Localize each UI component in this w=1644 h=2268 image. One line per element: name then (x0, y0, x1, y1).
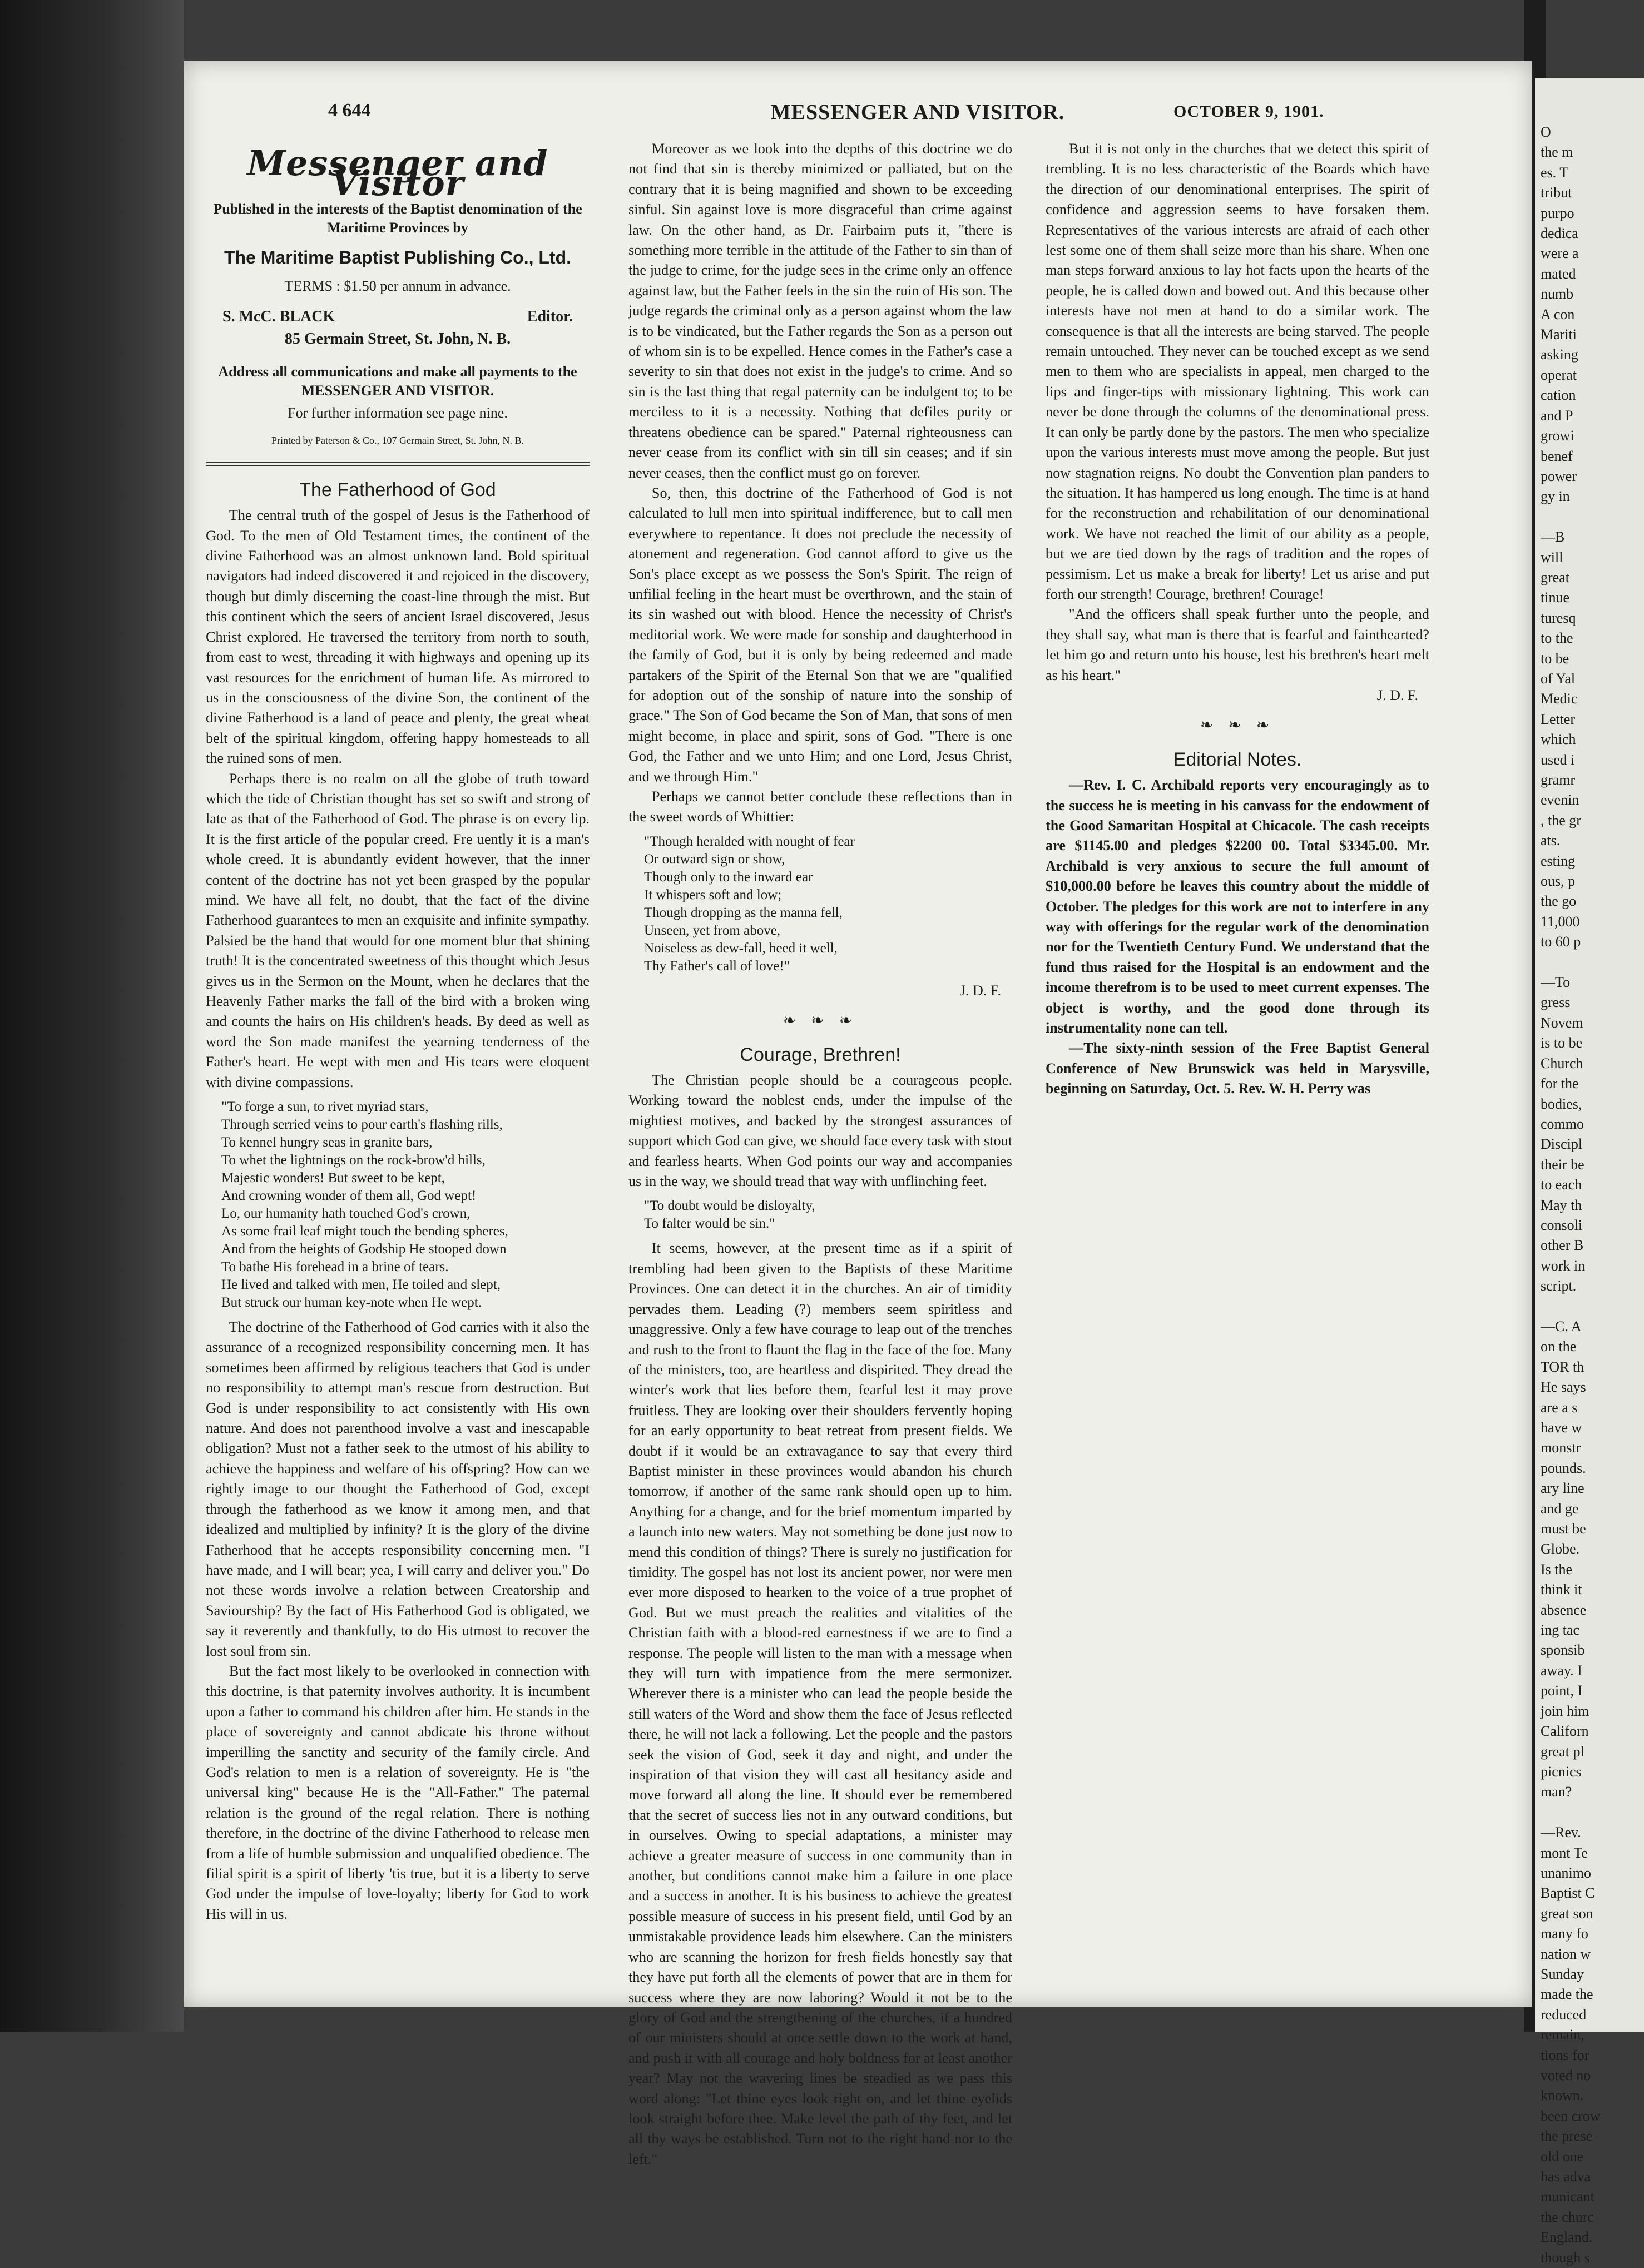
article-body-continued (1046, 139, 1429, 686)
column-1 (206, 143, 590, 1922)
fragment-line: old one (1541, 2148, 1584, 2165)
article-body-continued (628, 139, 1012, 827)
fragment-line: consoli (1541, 1217, 1583, 1233)
office-address: 85 Germain Street, St. John, N. B. (284, 330, 511, 348)
fragment-line: TOR th (1541, 1358, 1584, 1375)
fragment-line: —Rev. (1541, 1824, 1581, 1841)
fragment-line: —To (1541, 974, 1571, 991)
verse-line: Though dropping as the manna fell, (644, 905, 843, 920)
fragment-line: sponsib (1541, 1642, 1585, 1659)
masthead-subtitle: Published in the interests of the Baptist denomination of the Maritime Provinces by (213, 200, 582, 236)
fragment-line: purpo (1541, 205, 1574, 221)
fragment-line: operat (1541, 366, 1577, 383)
adjacent-page-text (1541, 122, 1641, 2268)
fragment-line: esting (1541, 852, 1576, 869)
verse-line: As some frail leaf might touch the bending spheres, (221, 1224, 508, 1239)
verse-line: And from the heights of Godship He stooped down (221, 1242, 507, 1257)
fragment-line (1541, 1803, 1641, 1823)
verse-line: But struck our human key-note when He wept. (221, 1295, 482, 1311)
fragment-line: gy in (1541, 488, 1570, 505)
paragraph: But it is not only in the churches that we detect this spirit of trembling. It is no less characteristic of the Boards which have the direction of our denominational enterprises. The spirit of confidence and aggression seems to have forsaken them. Representatives of the various interests are afraid of each other lest some one of them shall seize more than his share. When one man steps forward anxious to lay hot facts upon the hearts of the people, he is called down and bowed out. And this because other interests have not men at hand to do a similar work. The consequence is that all the interests are being starved. The people remain untouched. They never can be touched except as we send men to them who are specialists in appeal, men charged to the lips and finger-tips with missionary lightning. This work can never be done through the columns of the denominational press. It can only be partly done by the pastors. The men who specialize upon the various interests must move among the people. But just now stagnation reigns. No doubt the Convention plan panders to the situation. It has hampered us long enough. The time is at hand for the reconstruction and rehabilitation of our denominational work. We have not reached the limit of our ability as a people, but we are tied down by the rags of tradition and the ropes of pessimism. Let us make a break for liberty! Let us arise and put forth our strength! Courage, brethren! Courage! (1046, 141, 1429, 602)
fragment-line: has adva (1541, 2168, 1591, 2185)
article-title: The Fatherhood of God (299, 479, 496, 500)
fragment-line: and P (1541, 407, 1573, 424)
article-title: Courage, Brethren! (740, 1044, 901, 1065)
fragment-line: May th (1541, 1197, 1582, 1213)
fragment-line: is to be (1541, 1035, 1583, 1051)
verse-line: To bathe His forehead in a brine of tears. (221, 1259, 449, 1275)
ornament-divider: ❧ ❧ ❧ (1200, 717, 1275, 735)
fragment-line: to the (1541, 630, 1573, 647)
subscription-terms: TERMS : $1.50 per annum in advance. (284, 278, 511, 295)
fragment-line: great (1541, 569, 1569, 585)
fragment-line: away. I (1541, 1662, 1582, 1679)
paragraph: The Christian people should be a courageous people. Working toward the noblest ends, under the impulse of the mightiest motives, and backed by the strongest assurances of support which God can give, we should face every task with stout and fearless hearts. When God points our way and accompanies us in the way, we should tread that way with unflinching feet. (628, 1072, 1012, 1190)
issue-date: OCTOBER 9, 1901. (1173, 102, 1324, 121)
fragment-line: gramr (1541, 772, 1576, 788)
verse-line: And crowning wonder of them all, God wept! (221, 1188, 477, 1204)
binding-shadow (0, 0, 184, 2032)
fragment-line: A con (1541, 306, 1575, 322)
poem (206, 1098, 590, 1312)
fragment-line: the go (1541, 893, 1577, 910)
fragment-line: the prese (1541, 2128, 1593, 2145)
fragment-line: been crow (1541, 2107, 1601, 2124)
fragment-line: ary line (1541, 1480, 1584, 1497)
fragment-line: 11,000 (1541, 913, 1580, 930)
fragment-line: Novem (1541, 1014, 1583, 1031)
fragment-line: Church (1541, 1055, 1583, 1071)
fragment-line: great son (1541, 1905, 1593, 1922)
verse-line: To falter would be sin." (644, 1216, 775, 1232)
fragment-line: England. (1541, 2229, 1593, 2246)
column-2 (628, 139, 1012, 2167)
poem-whittier (628, 833, 1012, 975)
printer-note: Printed by Paterson & Co., 107 Germain Street, St. John, N. B. (271, 435, 524, 446)
fragment-line: gress (1541, 994, 1571, 1011)
fragment-line: Californ (1541, 1723, 1589, 1740)
fragment-line: great pl (1541, 1743, 1584, 1760)
fragment-line (1541, 507, 1641, 527)
verse-line: He lived and talked with men, He toiled and slept, (221, 1277, 501, 1293)
paragraph: Perhaps we cannot better conclude these reflections than in the sweet words of Whittier: (628, 788, 1012, 825)
verse-line: To whet the lightnings on the rock-brow'd hills, (221, 1153, 486, 1168)
fragment-line: O (1541, 124, 1551, 140)
fragment-line: nation w (1541, 1946, 1591, 1962)
fragment-line: absence (1541, 1601, 1587, 1618)
fragment-line: growi (1541, 428, 1574, 444)
masthead-title: Messenger and Visitor (247, 143, 548, 204)
fragment-line: evenin (1541, 792, 1579, 808)
verse-line: Lo, our humanity hath touched God's crown, (221, 1206, 471, 1222)
fragment-line: to each (1541, 1177, 1582, 1193)
running-title: MESSENGER AND VISITOR. (770, 101, 1065, 124)
verse-line: Thy Father's call of love!" (644, 958, 790, 974)
fragment-line: point, I (1541, 1683, 1583, 1699)
article-body-continued (206, 1317, 590, 1924)
fragment-line: Globe. (1541, 1541, 1580, 1557)
verse-line: "To forge a sun, to rivet myriad stars, (221, 1099, 429, 1115)
fragment-line: es. T (1541, 164, 1569, 181)
verse-line: "Though heralded with nought of fear (644, 833, 855, 849)
fragment-line: are a s (1541, 1399, 1578, 1416)
article-title: Editorial Notes. (1173, 748, 1302, 770)
couplet (628, 1197, 1012, 1233)
verse-line: Or outward sign or show, (644, 851, 785, 867)
paragraph: But the fact most likely to be overlooked in connection with this doctrine, is that paternity involves authority. It is incumbent upon a father to command his children after him. He stands in the place of sovereignty and cannot abdicate his throne without imperilling the sanctity and security of the family circle. And God's relation to men is a relation of sovereignty. He is "the universal king" because He is the "All-Father." The paternal relation is the ground of the regal relation. There is nothing therefore, in the doctrine of the divine Fatherhood to release men from a life of humble submission and unqualified obedience. The filial spirit is a spirit of liberty 'tis true, but it is a liberty to serve God under the impulse of love-loyalty; liberty for God to work His will in us. (206, 1662, 590, 1922)
fragment-line: used i (1541, 751, 1575, 768)
fragment-line: turesq (1541, 609, 1576, 626)
fragment-line: commo (1541, 1115, 1584, 1132)
fragment-line: will (1541, 549, 1563, 565)
fragment-line: mont Te (1541, 1844, 1588, 1861)
fragment-line: , the gr (1541, 812, 1581, 828)
fragment-line: script. (1541, 1278, 1577, 1294)
article-body-continued (628, 1238, 1012, 2170)
fragment-line: the m (1541, 144, 1573, 161)
address-instructions: Address all communications and make all payments to the MESSENGER AND VISITOR. (218, 364, 577, 399)
fragment-line (1541, 952, 1641, 972)
fragment-line: tions for (1541, 2047, 1589, 2063)
fragment-line: numb (1541, 286, 1574, 302)
fragment-line: tribut (1541, 185, 1572, 201)
adjacent-page-fragment (1535, 78, 1644, 2266)
fragment-line: which (1541, 731, 1576, 748)
fragment-line: Mariti (1541, 326, 1577, 343)
further-info: For further information see page nine. (288, 405, 508, 421)
fragment-line: to be (1541, 650, 1569, 667)
verse-line: Unseen, yet from above, (644, 922, 781, 938)
fragment-line: Discipl (1541, 1136, 1583, 1153)
fragment-line: unanimo (1541, 1864, 1591, 1881)
column-3 (1046, 139, 1429, 1924)
paragraph: The doctrine of the Fatherhood of God carries with it also the assurance of a recognized responsibility concerning men. It has sometimes been affirmed by religious teachers that God is under no responsibility to attempt man's rescue from destruction. But God is under responsibility to act consistently with His own nature. And does not parenthood involve a vast and inescapable obligation? Must not a father seek to the utmost of his ability to achieve the happiness and welfare of his offspring? How can we rightly image to our thought the Fatherhood of God, except through the fatherhood as we know it among men, and that idealized and multiplied by infinity? It is the glory of the divine Fatherhood that he accepts responsibility concerning men. "I have made, and I will bear; yea, I will carry and deliver you." Do not these words involve a relation between Creatorship and Saviourship? By the fact of His Fatherhood God is obligated, we say it reverently and thankfully, to do His utmost to recover the lost soul from sin. (206, 1319, 590, 1659)
verse-line: Majestic wonders! But sweet to be kept, (221, 1170, 445, 1186)
fragment-line: join him (1541, 1703, 1589, 1719)
fragment-line: monstr (1541, 1440, 1581, 1456)
fragment-line: and ge (1541, 1500, 1579, 1517)
fragment-line: remain, (1541, 2027, 1584, 2043)
verse-line: Through serried veins to pour earth's flashing rills, (221, 1117, 503, 1133)
paragraph: "And the officers shall speak further unto the people, and they shall say, what man is there that is fearful and fainthearted? let him go and return unto his house, lest his brethren's heart melt as his heart." (1046, 606, 1429, 683)
signature: J. D. F. (1376, 687, 1418, 703)
paragraph: Moreover as we look into the depths of this doctrine we do not find that sin is thereby minimized or palliated, but on the contrary that it is being magnified and shown to be exceeding sinful. Sin against love is more disgraceful than crime against law. On the other hand, as Dr. Fairbairn puts it, "there is something more terrible in the attitude of the Father to sin than of the judge to crime, for the judge sees in the crime only an offence against law, but the Father feels in the sin the ruin of His son. The judge regards the criminal only as a person against whom the law is to be vindicated, but the Father regards the Son as a person out of whom sin is to be expelled. Hence comes in the Father's case a severity to sin that does not exist in the judge's to crime. And so sin is the last thing that regal paternity can be indulgent to; to be merciless to it is a necessity. Nothing that defiles purity or threatens obedience can be spared." Paternal righteousness can never cease from its conflict with sin till sin ceases; and if sin never ceases, then the conflict must go on forever. (628, 141, 1012, 481)
fragment-line: dedica (1541, 225, 1578, 242)
fragment-line: have w (1541, 1420, 1582, 1436)
editor-line (206, 307, 590, 327)
verse-line: Noiseless as dew-fall, heed it well, (644, 940, 838, 956)
fragment-line: for the (1541, 1075, 1579, 1092)
fragment-line: their be (1541, 1156, 1584, 1173)
fragment-line: on the (1541, 1338, 1577, 1355)
page-number: 4 644 (328, 100, 371, 121)
fragment-line: bodies, (1541, 1095, 1582, 1112)
fragment-line: though s (1541, 2249, 1590, 2266)
editor-name: S. McC. BLACK (222, 307, 335, 325)
fragment-line: were a (1541, 245, 1579, 262)
fragment-line: Letter (1541, 711, 1576, 727)
fragment-line: benef (1541, 448, 1573, 464)
fragment-line: —B (1541, 529, 1565, 545)
fragment-line: work in (1541, 1257, 1586, 1274)
verse-line: Though only to the inward ear (644, 869, 813, 885)
fragment-line: —C. A (1541, 1318, 1582, 1334)
fragment-line: the churc (1541, 2209, 1595, 2225)
fragment-line: ats. (1541, 832, 1561, 849)
verse-line: It whispers soft and low; (644, 887, 782, 902)
fragment-line: ing tac (1541, 1622, 1580, 1639)
masthead-rule (206, 462, 590, 466)
paragraph: The central truth of the gospel of Jesus is the Fatherhood of God. To the men of Old Testament times, the continent of the divine Fatherhood was an almost unknown land. Bold spiritual navigators had indeed discovered it and rejoiced in the discovery, though but dimly discerning the coast-line through the mist. But this continent which the seers of ancient Israel discovered, Jesus Christ explored. He traversed the territory from north to south, from east to west, threading it with highways and opening up its vast resources for the enrichment of human life. As mirrored to us in the consciousness of the divine Son, the continent of the divine Fatherhood is a land of peace and plenty, the great wheat belt of the spiritual kingdom, offering happy homesteads to all the ruined sons of men. (206, 507, 590, 767)
fragment-line: municant (1541, 2188, 1595, 2205)
paragraph: It seems, however, at the present time as if a spirit of trembling had been given to the Baptists of these Maritime Provinces. One can detect it in the churches. An air of timidity pervades them. Leading (?) members seem spiritless and unaggressive. Only a few have courage to leap out of the trenches and rush to the front to flaunt the flag in the face of the foe. Many of the ministers, too, are heartless and dispirited. They dread the winter's work that lies before them, fearful lest it may prove fruitless. They are looking over their shoulders fervently hoping for an early opportunity to beat retreat from present fields. We doubt if it would be an extravagance to say that every third Baptist minister in these provinces would abandon his church tomorrow, if another of the same rank should open up to him. Anything for a change, and for the brief momentum imparted by a launch into new waters. May not something be done just now to mend this condition of things? There is surely no justification for timidity. The gospel has not lost its ancient power, nor were men ever more disposed to hearken to the voice of a true prophet of God. But we must preach the realities and vitalities of the Christian faith with a blood-red earnestness if we are to find a response. The people will listen to the man with a message when they will turn with impatience from the mere sermonizer. Wherever there is a minister who can lead the people beside the still waters of the Word and show them the face of Jesus reflected there, he will not lack a following. Let the people and the pastors seek the vision of God, seek it day and night, and under the inspiration of that vision they will cast all hesitancy aside and move forward all along the line. It should ever be remembered that the secret of success lies not in any outward conditions, but in ourselves. Owing to special adaptations, a minister may achieve a greater measure of success in one community than in another, but conditions cannot make him a failure in one place and a success in another. It is his business to achieve the greatest possible measure of success in his present field, until God by an unmistakable providence leads him elsewhere. Can the ministers who are scanning the horizon for fresh fields honestly say that they have put forth all the elements of power that are in them for success where they are now laboring? Would it not be to the glory of God and the strengthening of the churches, if a hundred of our ministers should at once settle down to the work at hand, and push it with all courage and holy boldness for at least another year? May not the wavering lines be steadied as we pass this word along: "Let thine eyes look right on, and let thine eyelids look straight before thee. Make level the path of thy feet, and let all thy ways be established. Turn not to the right hand nor to the left." (628, 1240, 1012, 2167)
fragment-line: Baptist C (1541, 1885, 1595, 1902)
fragment-line: He says (1541, 1379, 1586, 1396)
paragraph: Perhaps there is no realm on all the globe of truth toward which the tide of Christian thought has set so swift and strong of late as that of the Fatherhood of God. The phrase is on every lip. It is the first article of the popular creed. Fre uently it is a man's whole creed. It is abundantly evident however, that the inner content of the doctrine has not yet been grasped by the popular mind. We have all felt, no doubt, that the fact of the divine Fatherhood guarantees to men an exquisite and infinite sympathy. Palsied be the hand that would for one moment blur that shining truth! It is the concentrated sweetness of this thought which Jesus gives us in the Sermon on the Mount, when he declares that the Heavenly Father marks the fall of the bird with a broken wing and counts the hairs on His children's heads. By deed as well as word the Son made manifest the yearning tenderness of the Father's heart. He wept with men and His tears were eloquent with divine compassions. (206, 770, 590, 1090)
running-header (184, 100, 1532, 133)
fragment-line: tinue (1541, 589, 1569, 606)
editor-label: Editor. (527, 307, 573, 325)
masthead (206, 143, 590, 451)
article-body (628, 1070, 1012, 1192)
fragment-line: reduced (1541, 2006, 1587, 2023)
verse-line: "To doubt would be disloyalty, (644, 1198, 815, 1214)
ornament-divider: ❧ ❧ ❧ (783, 1012, 858, 1030)
fragment-line: Medic (1541, 691, 1578, 707)
fragment-line: power (1541, 468, 1577, 484)
fragment-line: Sunday (1541, 1966, 1584, 1982)
publisher-name: The Maritime Baptist Publishing Co., Ltd. (224, 247, 571, 267)
fragment-line: picnics (1541, 1763, 1582, 1780)
fragment-line: cation (1541, 387, 1576, 404)
fragment-line: think it (1541, 1581, 1582, 1598)
fragment-line: made the (1541, 1986, 1593, 2003)
fragment-line: many fo (1541, 1925, 1588, 1942)
fragment-line: mated (1541, 265, 1576, 282)
fragment-line: asking (1541, 346, 1578, 363)
verse-line: To kennel hungry seas in granite bars, (221, 1135, 433, 1150)
article-body (206, 505, 590, 1093)
fragment-line: other B (1541, 1237, 1584, 1254)
editorial-notes-body (1046, 775, 1429, 1099)
newspaper-page (184, 61, 1532, 2167)
paragraph: So, then, this doctrine of the Fatherhood of God is not calculated to lull men into spiritual indifference, but to call men everywhere to repentance. It does not preclude the necessity of atonement and regeneration. God cannot afford to give us the Son's place except as we possess the Son's Spirit. The reign of unfilial feeling in the heart must be overthrown, and the stain of its sin washed out with blood. Hence the necessity of Christ's meditorial work. We were made for sonship and daughterhood in the family of God, but it is only by being redeemed and made partakers of the Spirit of the Eternal Son that we are "qualified for adoption out of the sonship of nature into the sonship of grace." The Son of God became the Son of Man, that sons of men might become, in place and spirit, sons of God. "There is one God, the Father and we unto Him; and one Lord, Jesus Christ, and we through Him." (628, 484, 1012, 785)
fragment-line: Is the (1541, 1561, 1573, 1577)
fragment-line: voted no (1541, 2067, 1591, 2083)
signature: J. D. F. (959, 982, 1001, 999)
fragment-line (1541, 1297, 1641, 1317)
fragment-line: known. (1541, 2087, 1584, 2104)
fragment-line: to 60 p (1541, 934, 1581, 950)
fragment-line: pounds. (1541, 1460, 1586, 1476)
fragment-line: man? (1541, 1784, 1572, 1800)
fragment-line: ous, p (1541, 873, 1576, 890)
paragraph: —Rev. I. C. Archibald reports very encouragingly as to the success he is meeting in his canvass for the endowment of the Good Samaritan Hospital at Chicacole. The cash receipts are $1145.00 and pledges $2200 00. Total $3345.00. Mr. Archibald is very anxious to secure the full amount of $10,000.00 before he leaves this country about the middle of October. The pledges for this work are not to interfere in any way with offerings for the regular work of the denomination nor for the Twentieth Century Fund. We understand that the fund thus raised for the Hospital is an endowment and the income therefrom is to be used to meet current expenses. The object is worthy, and the good done through its instrumentality none can tell. (1046, 777, 1429, 1036)
fragment-line: of Yal (1541, 670, 1576, 687)
paragraph: —The sixty-ninth session of the Free Baptist General Conference of New Brunswick was held in Marysville, beginning on Saturday, Oct. 5. Rev. W. H. Perry was (1046, 1040, 1429, 1097)
fragment-line: must be (1541, 1521, 1586, 1537)
